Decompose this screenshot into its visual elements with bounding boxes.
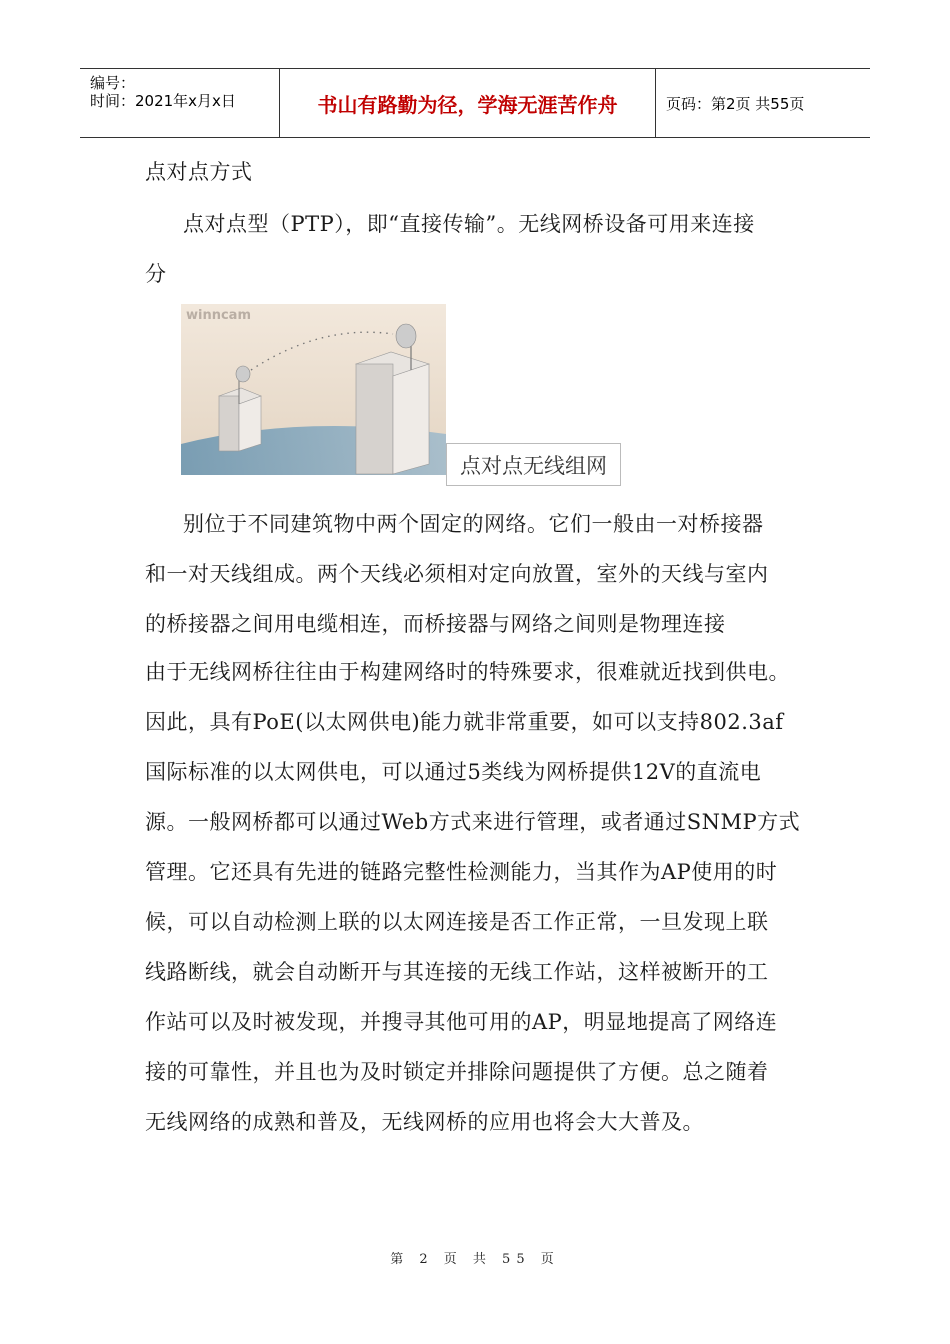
paragraph-line: 分 [145,262,167,286]
paragraph-line: 源。一般网桥都可以通过Web方式来进行管理，或者通过SNMP方式 [145,810,801,834]
paragraph-line: 由于无线网桥往往由于构建网络时的特殊要求，很难就近找到供电。 [145,660,790,684]
paragraph-line: 因此，具有PoE(以太网供电)能力就非常重要，如可以支持802.3af [145,710,784,734]
doc-number-label: 编号： [90,74,136,92]
ptp-network-illustration [181,304,446,475]
figure-caption: 点对点无线组网 [446,443,621,486]
page-footer: 第 2 页 共 55 页 [390,1252,560,1267]
paragraph-line: 国际标准的以太网供电，可以通过5类线为网桥提供12V的直流电 [145,760,762,784]
paragraph-line: 别位于不同建筑物中两个固定的网络。它们一般由一对桥接器 [183,512,764,536]
page-header [80,68,870,138]
section-heading: 点对点方式 [145,160,253,184]
paragraph-line: 的桥接器之间用电缆相连，而桥接器与网络之间则是物理连接 [145,612,726,636]
paragraph-line: 候，可以自动检测上联的以太网连接是否工作正常，一旦发现上联 [145,910,769,934]
paragraph-line: 点对点型（PTP），即“直接传输”。无线网桥设备可用来连接 [183,212,755,236]
figure-watermark: winncam [186,308,251,323]
header-meta [80,69,280,137]
paragraph-line: 和一对天线组成。两个天线必须相对定向放置，室外的天线与室内 [145,562,769,586]
doc-date-label: 时间：2021年x月x日 [90,92,236,110]
paragraph-line: 接的可靠性，并且也为及时锁定并排除问题提供了方便。总之随着 [145,1060,769,1084]
paragraph-line: 无线网络的成熟和普及，无线网桥的应用也将会大大普及。 [145,1110,704,1134]
paragraph-line: 线路断线，就会自动断开与其连接的无线工作站，这样被断开的工 [145,960,769,984]
header-page-info: 页码：第2页 共55页 [666,94,805,113]
paragraph-line: 管理。它还具有先进的链路完整性检测能力，当其作为AP使用的时 [145,860,778,884]
header-motto: 书山有路勤为径，学海无涯苦作舟 [280,69,656,137]
paragraph-line: 作站可以及时被发现，并搜寻其他可用的AP，明显地提高了网络连 [145,1010,778,1034]
